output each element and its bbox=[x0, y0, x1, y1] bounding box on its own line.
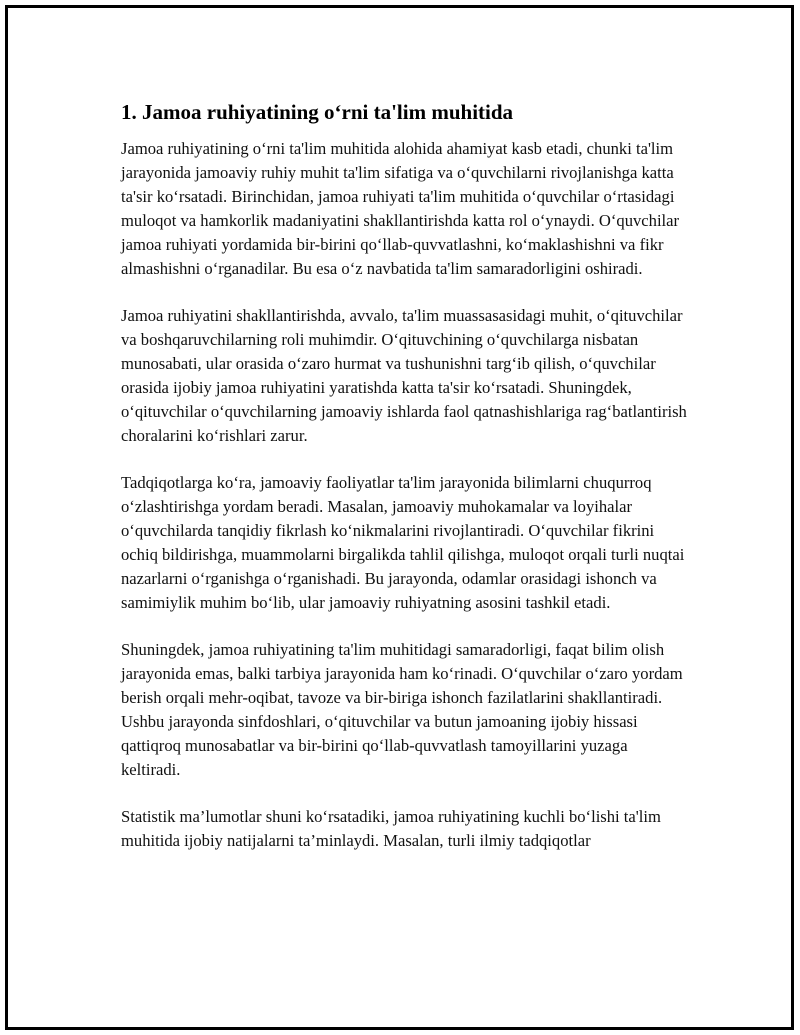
paragraph-3: Tadqiqotlarga ko‘ra, jamoaviy faoliyatlar ta'lim jarayonida bilimlarni chuqurroq o‘zlashtirishga yordam beradi. Masalan, jamoaviy muhokamalar va loyihalar o‘quvchilarda tanqidiy fikrlash ko‘nikmalarini rivojlantiradi. O‘quvchilar fikrini ochiq bildirishga, muammolarni birgalikda tahlil qilishga, muloqot orqali turli nuqtai nazarlarni o‘rganishga o‘rganishadi. Bu jarayonda, odamlar orasidagi ishonch va samimiylik muhim bo‘lib, ular jamoaviy ruhiyatning asosini tashkil etadi. bbox=[121, 473, 685, 612]
document-page bbox=[5, 5, 794, 1030]
document-content bbox=[121, 98, 691, 876]
paragraph-2: Jamoa ruhiyatini shakllantirishda, avvalo, ta'lim muassasasidagi muhit, o‘qituvchilar va boshqaruvchilarning roli muhimdir. O‘qituvchining o‘quvchilarga nisbatan munosabati, ular orasida o‘zaro hurmat va tushunishni targ‘ib qilish, o‘quvchilar orasida ijobiy jamoa ruhiyatini yaratishda katta ta'sir ko‘rsatadi. Shuningdek, o‘qituvchilar o‘quvchilarning jamoaviy ishlarda faol qatnashishlariga rag‘batlantirish choralarini ko‘rishlari zarur. bbox=[121, 306, 687, 445]
section-heading: 1. Jamoa ruhiyatining o‘rni ta'lim muhitida bbox=[121, 100, 514, 124]
paragraph-5: Statistik ma’lumotlar shuni ko‘rsatadiki, jamoa ruhiyatining kuchli bo‘lishi ta'lim muhitida ijobiy natijalarni ta’minlaydi. Masalan, turli ilmiy tadqiqotlar bbox=[121, 807, 661, 850]
paragraph-1: Jamoa ruhiyatining o‘rni ta'lim muhitida alohida ahamiyat kasb etadi, chunki ta'lim jarayonida jamoaviy ruhiy muhit ta'lim sifatiga va o‘quvchilarni rivojlanishga katta ta'sir ko‘rsatadi. Birinchidan, jamoa ruhiyati ta'lim muhitida o‘quvchilar o‘rtasidagi muloqot va hamkorlik madaniyatini shakllantirishda katta rol o‘ynaydi. O‘quvchilar jamoa ruhiyati yordamida bir-birini qo‘llab-quvvatlashni, ko‘maklashishni va fikr almashishni o‘rganadilar. Bu esa o‘z navbatida ta'lim samaradorligini oshiradi. bbox=[121, 139, 680, 278]
paragraph-4: Shuningdek, jamoa ruhiyatining ta'lim muhitidagi samaradorligi, faqat bilim olish jarayonida emas, balki tarbiya jarayonida ham ko‘rinadi. O‘quvchilar o‘zaro yordam berish orqali mehr-oqibat, tavoze va bir-biriga ishonch fazilatlarini shakllantiradi. Ushbu jarayonda sinfdoshlari, o‘qituvchilar va butun jamoaning ijobiy hissasi qattiqroq munosabatlar va bir-birini qo‘llab-quvvatlash tamoyillarini yuzaga keltiradi. bbox=[121, 640, 683, 779]
